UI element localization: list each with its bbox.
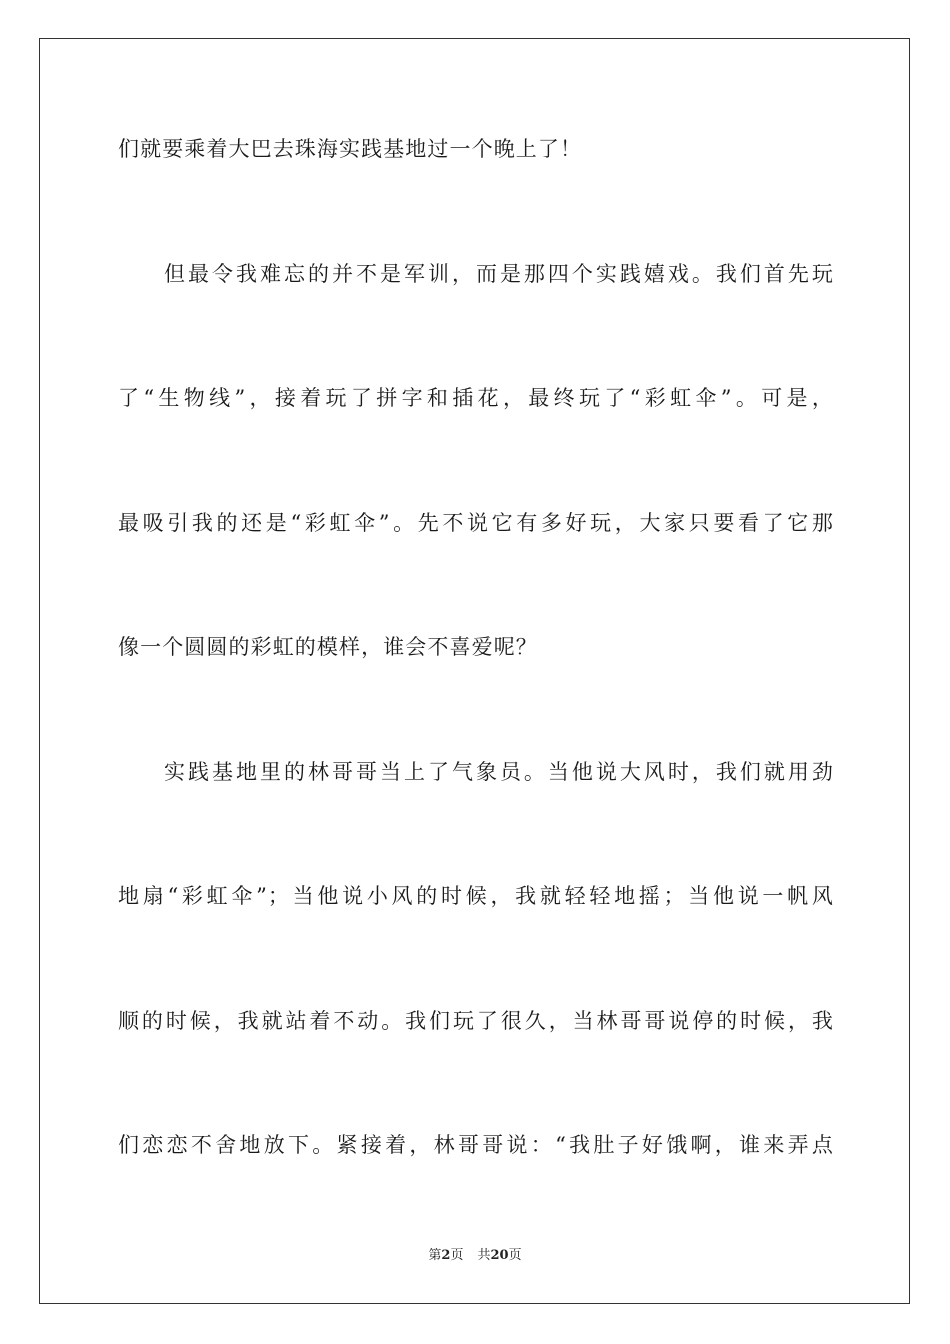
text-line-6: 实践基地里的林哥哥当上了气象员。当他说大风时，我们就用劲 bbox=[164, 760, 834, 784]
text-line-5: 像一个圆圆的彩虹的模样，谁会不喜爱呢？ bbox=[118, 635, 538, 659]
text-line-9: 们恋恋不舍地放下。紧接着，林哥哥说：“我肚子好饿啊，谁来弄点 bbox=[118, 1133, 834, 1157]
text-line-8: 顺的时候，我就站着不动。我们玩了很久，当林哥哥说停的时候，我 bbox=[118, 1009, 834, 1033]
text-line-3: 了“生物线”，接着玩了拼字和插花，最终玩了“彩虹伞”。可是， bbox=[118, 386, 834, 410]
page-prefix: 第 bbox=[428, 1248, 442, 1263]
total-pages: 20 bbox=[490, 1248, 509, 1263]
page-border bbox=[39, 38, 910, 1304]
total-suffix: 页 bbox=[508, 1248, 522, 1263]
text-line-4: 最吸引我的还是“彩虹伞”。先不说它有多好玩，大家只要看了它那 bbox=[118, 511, 834, 535]
total-prefix: 共 bbox=[477, 1248, 491, 1263]
text-line-1: 们就要乘着大巴去珠海实践基地过一个晚上了！ bbox=[118, 137, 583, 161]
text-line-2: 但最令我难忘的并不是军训，而是那四个实践嬉戏。我们首先玩 bbox=[164, 262, 834, 286]
page-footer bbox=[0, 1248, 950, 1264]
page-suffix: 页 bbox=[450, 1248, 464, 1263]
page-number: 2 bbox=[441, 1248, 451, 1263]
text-line-7: 地扇“彩虹伞”；当他说小风的时候，我就轻轻地摇；当他说一帆风 bbox=[118, 884, 834, 908]
